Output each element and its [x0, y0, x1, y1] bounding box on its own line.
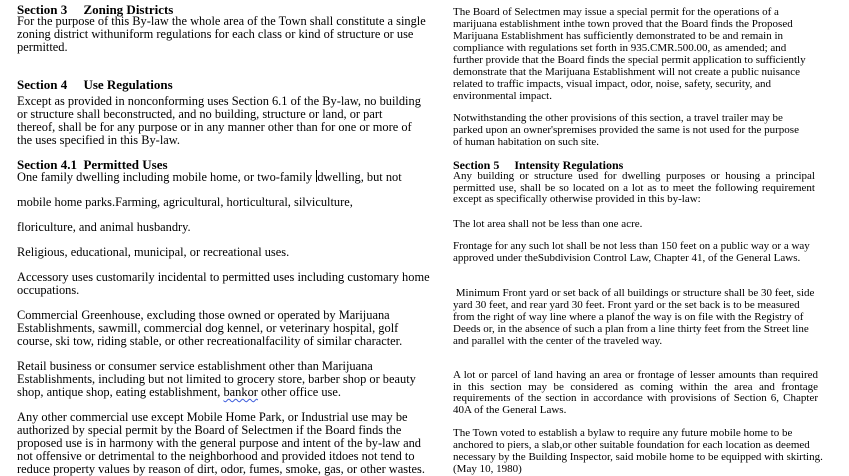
- greenhouse-line: Commercial Greenhouse, excluding those owned or operated by Marijuana: [17, 308, 390, 322]
- marijuana-line: compliance with regulations set forth in 935.CMR.500.00, as amended; and: [453, 42, 787, 54]
- spellcheck-word[interactable]: bankor: [223, 385, 258, 399]
- section-5-intro: Any building or structure used for dwelling purposes or housing a principal permitted use, shall be so located on a lot as to meet the following requirement except as specifically otherwise provided in this by-law:: [453, 170, 815, 206]
- marijuana-line: further provide that the Board finds the special permit application to sufficiently: [453, 54, 806, 66]
- greenhouse-line: Establishments, sawmill, commercial dog kennel, or veterinary hospital, golf: [17, 321, 399, 335]
- marijuana-line: The Board of Selectmen may issue a special permit for the operations of a: [453, 6, 779, 18]
- other-use-line: proposed use is in harmony with the general purpose and intent of the by-law and: [17, 436, 421, 450]
- permitted-use-text: One family dwelling including mobile home, or two-family: [17, 170, 316, 184]
- section-4-line: or structure shall beconstructed, and no building, structure or land, or part: [17, 107, 383, 121]
- yards-line: yard 30 feet, and rear yard 30 feet. Front yard or the set back is to be measured: [453, 299, 800, 311]
- retail-text: other office use.: [257, 385, 341, 399]
- mobile-home-line: necessary by the Building Inspector, said mobile home to be equipped with skirting.: [453, 451, 823, 463]
- mobile-home-line: anchored to piers, a slab,or other suitable foundation for each location as deemed: [453, 439, 810, 451]
- other-use-line: not offensive or detrimental to the neighborhood and provided itdoes not tend to: [17, 449, 415, 463]
- section-4-1-heading: Section 4.1 Permitted Uses: [17, 157, 168, 172]
- marijuana-line: related to traffic impacts, visual impact, odor, noise, safety, security, and: [453, 78, 772, 90]
- other-use-line: authorized by special permit by the Board of Selectmen if the Board finds the: [17, 423, 402, 437]
- section-4-line: the uses specified in this By-law.: [17, 133, 180, 147]
- lesser-lot-text: A lot or parcel of land having an area or frontage of lesser amounts than required in this section may be considered as coming within the area and frontage requirements of the section in accordance with provisions of Section 6, Chapter 40A of the General Laws.: [453, 369, 818, 416]
- section-3-line: For the purpose of this By-law the whole area of the Town shall constitute a single: [17, 14, 426, 28]
- yards-line: and parallel with the center of the traveled way.: [453, 335, 663, 347]
- permitted-use-line: mobile home parks.Farming, agricultural, horticultural, silviculture,: [17, 195, 353, 209]
- marijuana-line: marijuana establishment inthe town proved that the Board finds the Proposed: [453, 18, 793, 30]
- frontage-line: Frontage for any such lot shall be not less than 150 feet on a public way or a way: [453, 240, 810, 252]
- marijuana-line: Marijuana Establishment has sufficiently demonstrated to be and remain in: [453, 30, 784, 42]
- trailer-line: parked upon an owner'spremises provided the same is not used for the purpose: [453, 124, 799, 136]
- mobile-home-line: (May 10, 1980): [453, 463, 522, 475]
- section-5-heading: Section 5 Intensity Regulations: [453, 158, 624, 172]
- other-use-line: reduce property values by reason of dirt, odor, fumes, smoke, gas, or other wastes.: [17, 462, 425, 476]
- permitted-use-line: [17, 170, 402, 184]
- section-3-line: permitted.: [17, 40, 68, 54]
- yards-line: from the right of way line where a planof the way is on file with the Registry of: [453, 311, 804, 323]
- marijuana-line: demonstrate that the Marijuana Establishment will not create a public nuisance: [453, 66, 800, 78]
- accessory-use-line: occupations.: [17, 283, 80, 297]
- section-4-heading: Section 4 Use Regulations: [17, 77, 173, 92]
- trailer-line: Notwithstanding the other provisions of this section, a travel trailer may be: [453, 112, 783, 124]
- section-3-line: zoning district withuniform regulations for each class or kind of structure or use: [17, 27, 414, 41]
- yards-line: Minimum Front yard or set back of all buildings or structure shall be 30 feet, side: [453, 287, 815, 299]
- section-4-line: thereof, shall be for any purpose or in any manner other than for one or more of: [17, 120, 412, 134]
- greenhouse-line: course, ski tow, riding stable, or other recreationalfacility of similar character.: [17, 334, 403, 348]
- accessory-use-line: Accessory uses customarily incidental to permitted uses including customary home: [17, 270, 430, 284]
- section-3-heading: Section 3 Zoning Districts: [17, 2, 174, 17]
- trailer-line: of human habitation on such site.: [453, 136, 600, 148]
- retail-line: Retail business or consumer service establishment other than Marijuana: [17, 359, 373, 373]
- yards-line: Deeds or, in the absence of such a plan from a line thirty feet from the Street line: [453, 323, 809, 335]
- permitted-use-line: Religious, educational, municipal, or recreational uses.: [17, 245, 290, 259]
- other-use-line: Any other commercial use except Mobile Home Park, or Industrial use may be: [17, 410, 408, 424]
- retail-text: shop, antique shop, eating establishment,: [17, 385, 224, 399]
- section-4-line: Except as provided in nonconforming uses Section 6.1 of the By-law, no building: [17, 94, 421, 108]
- permitted-use-text: dwelling, but not: [317, 170, 402, 184]
- mobile-home-line: The Town voted to establish a bylaw to require any future mobile home to be: [453, 427, 793, 439]
- retail-line: [17, 386, 341, 399]
- permitted-use-line: floriculture, and animal husbandry.: [17, 220, 191, 234]
- lot-area-text: The lot area shall not be less than one acre.: [453, 218, 643, 230]
- retail-line: Establishments, including but not limited to grocery store, barber shop or beauty: [17, 372, 416, 386]
- frontage-line: approved under theSubdivision Control Law, Chapter 41, of the General Laws.: [453, 252, 801, 264]
- marijuana-line: environmental impact.: [453, 90, 552, 102]
